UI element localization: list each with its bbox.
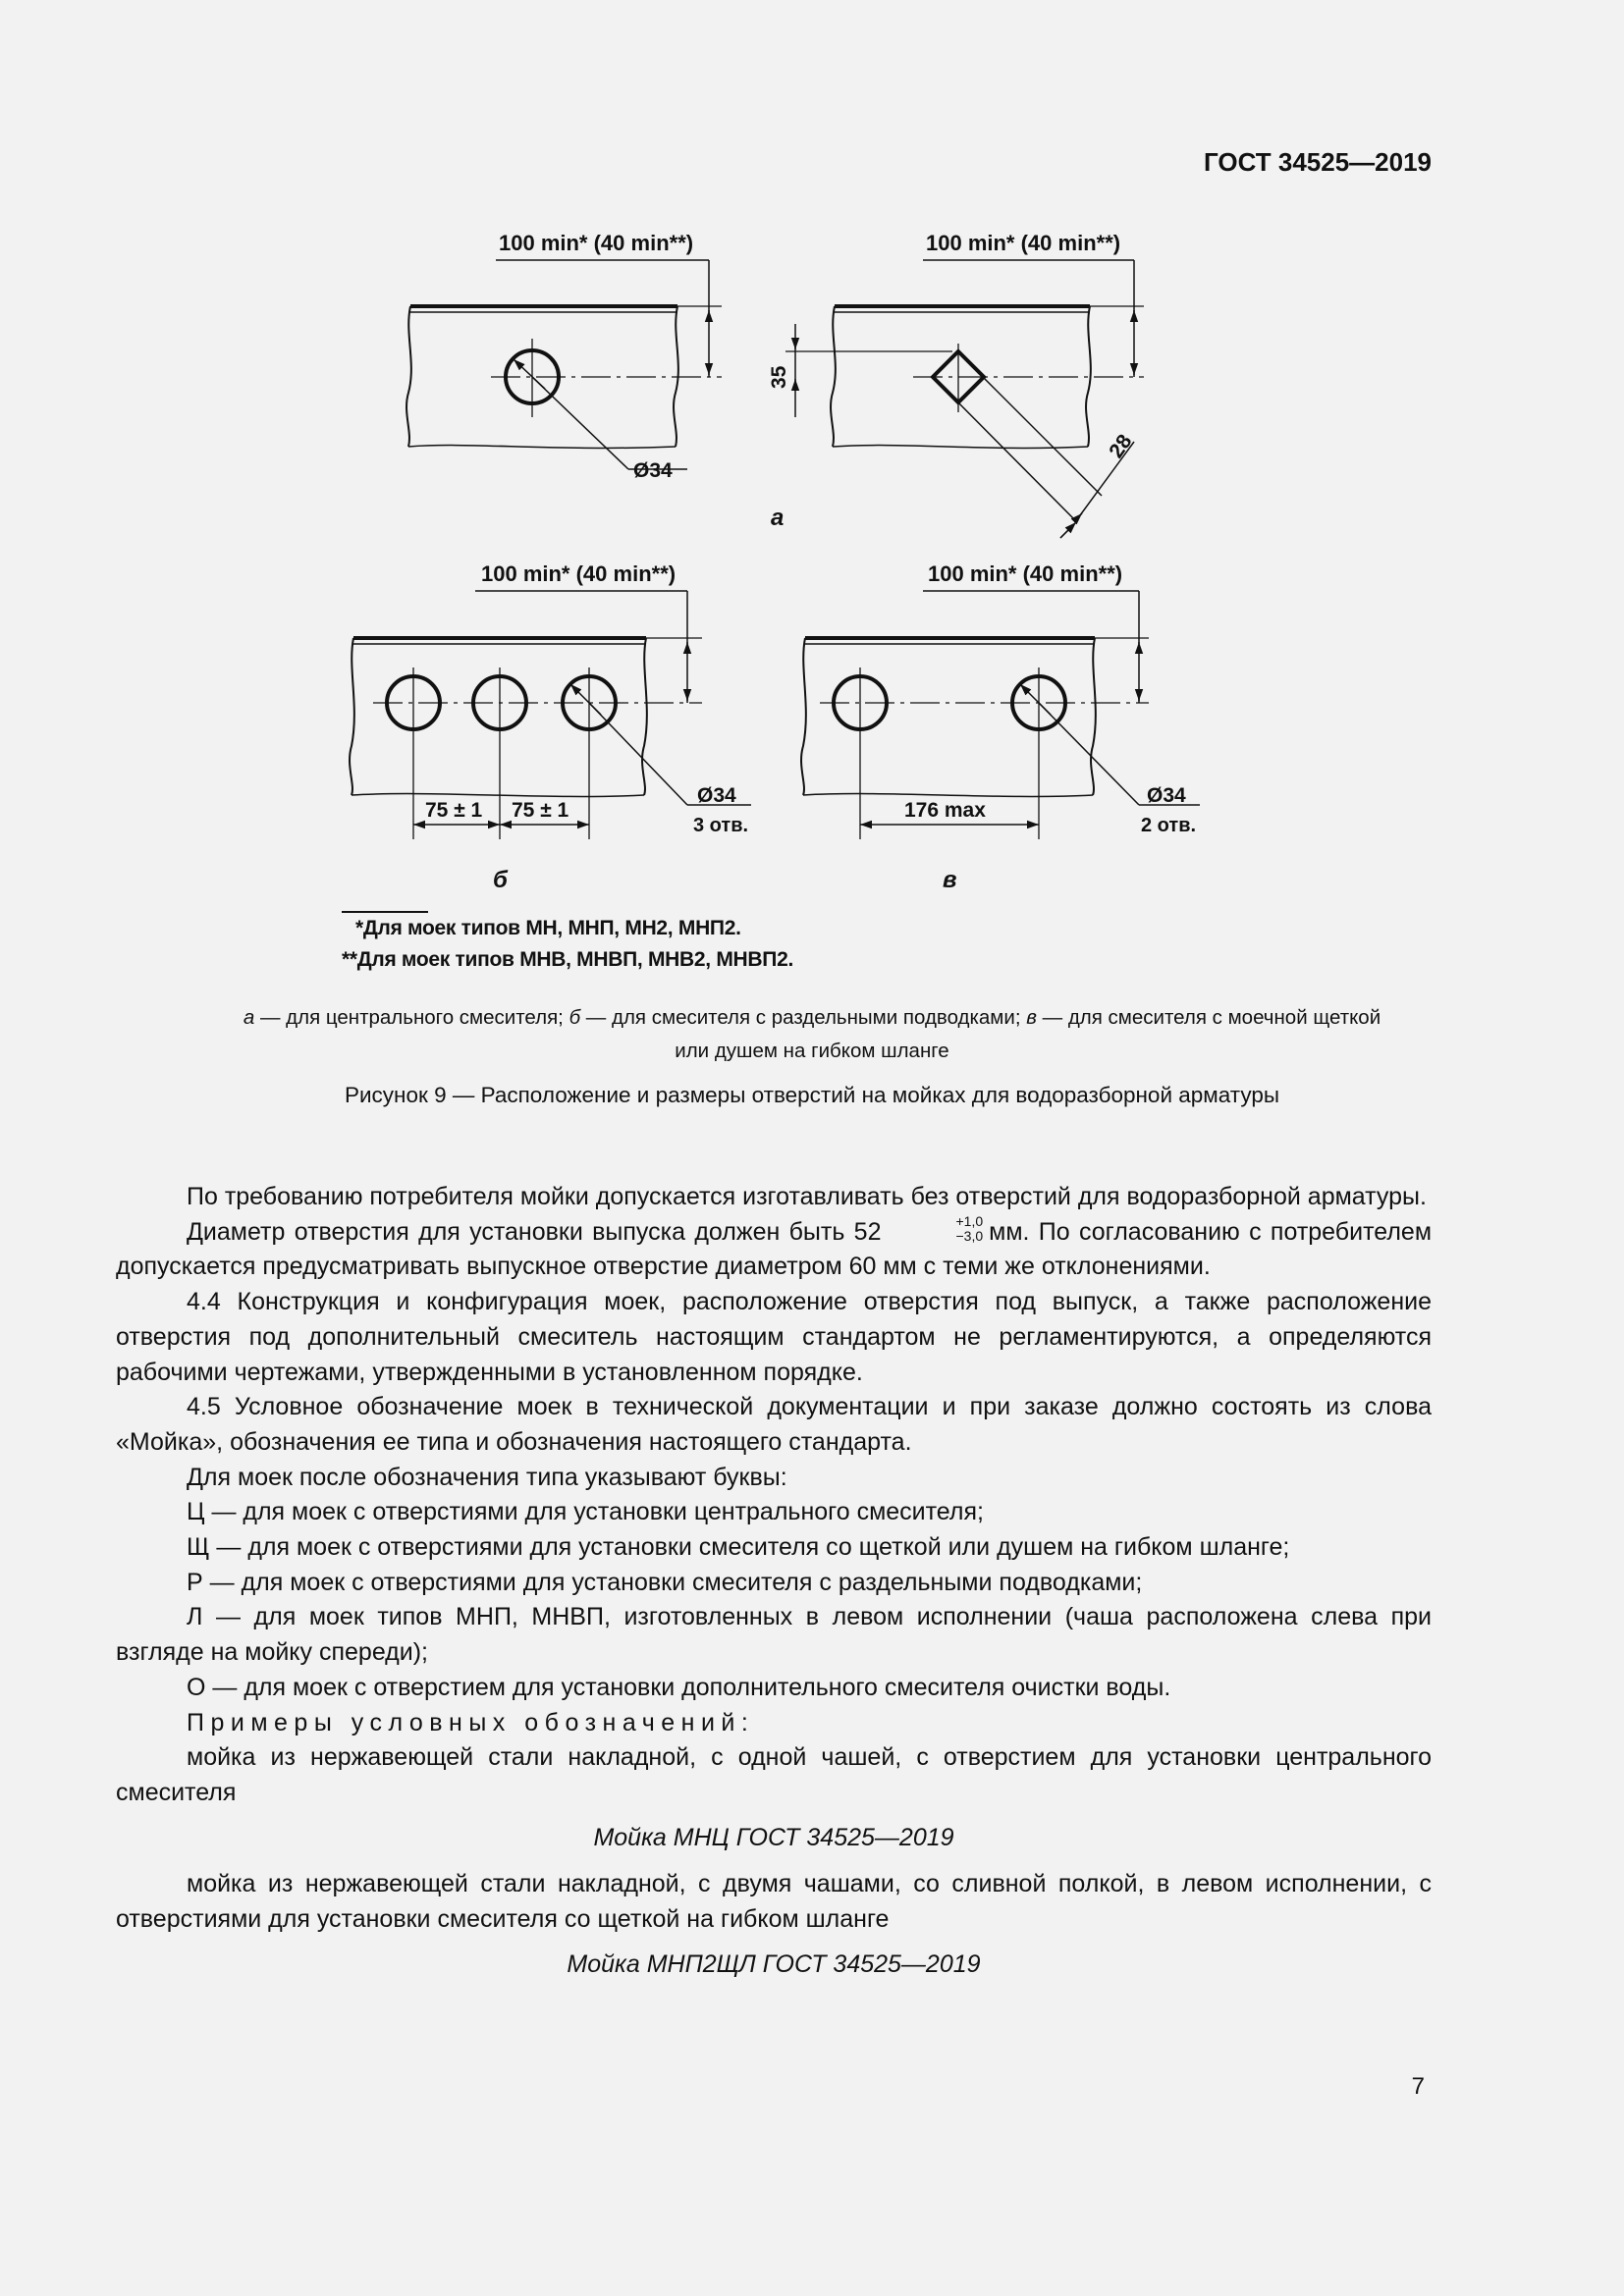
body-text [116,1180,1432,1994]
label-a: а [771,505,785,531]
example-designation: Мойка МНП2ЩЛ ГОСТ 34525—2019 [567,1949,981,1978]
list-item: Р — для моек с отверстиями для установки смесителя с раздельными подводками; [187,1568,1143,1596]
dim-35: 35 [768,365,790,389]
paragraph-tolerance: Диаметр отверстия для установки выпуска должен быть 52 +1,0 −3,0 мм. По согласованию с потребителем допускается предусматривать выпускное отверстие диаметром 60 мм с теми же отклонениями. [116,1213,1433,1281]
label-v: в [943,867,957,893]
dim-top-b: 100 min* (40 min**) [481,561,677,586]
figure-a-left-view [406,260,722,469]
paragraph: мойка из нержавеющей стали накладной, с двумя чашами, со сливной полкой, в левом исполнении, с отверстиями для установки смесителя со щеткой на гибком шланге [116,1870,1432,1934]
holes-count-b: 3 отв. [693,815,749,836]
diameter-b: Ø34 [697,784,736,807]
dim-28: 28 [1105,430,1137,462]
list-item: Л — для моек типов МНП, МНВП, изготовленных в левом исполнении (чаша расположена слева при взгляде на мойку спереди); [116,1603,1432,1667]
spacing-1: 75 ± 1 [425,799,483,822]
diameter-a-left: Ø34 [633,459,673,482]
dim-top-v: 100 min* (40 min**) [928,561,1123,586]
paragraph: 4.4 Конструкция и конфигурация моек, расположение отверстия под выпуск, а также расположение отверстия под дополнительный смеситель настоящим стандартом не регламентируются, а определяются рабочими чертежами, утвержденными в установленном порядке. [116,1288,1432,1386]
tolerance-value: +1,0 −3,0 [955,1213,984,1245]
page-number: 7 [1411,2073,1425,2100]
figure-9-drawing [0,0,1624,942]
examples-heading: Примеры условных обозначений: [187,1708,755,1736]
spacing-2: 75 ± 1 [512,799,569,822]
dim-top-a-right: 100 min* (40 min**) [926,231,1121,255]
list-item: Ц — для моек с отверстиями для установки центрального смесителя; [187,1498,984,1526]
footnote-1: *Для моек типов МН, МНП, МН2, МНП2. [355,917,741,939]
label-b: б [493,867,508,893]
max-distance: 176 max [904,799,986,822]
footnote-rule [342,911,428,913]
diameter-v: Ø34 [1147,784,1186,807]
figure-caption: Рисунок 9 — Расположение и размеры отверстий на мойках для водоразборной арматуры [344,1083,1280,1107]
figure-legend: а — для центрального смесителя; б — для смесителя с раздельными подводками; в — для смесителя с моечной щеткой или душем на гибком шланге [243,1006,1381,1062]
paragraph: Для моек после обозначения типа указывают буквы: [187,1463,787,1491]
list-item: О — для моек с отверстием для установки дополнительного смесителя очистки воды. [187,1673,1171,1701]
paragraph: мойка из нержавеющей стали накладной, с одной чашей, с отверстием для установки центрального смесителя [116,1743,1432,1806]
dim-top-a-left: 100 min* (40 min**) [499,231,694,255]
footnote-2: **Для моек типов МНВ, МНВП, МНВ2, МНВП2. [342,948,793,971]
paragraph: 4.5 Условное обозначение моек в технической документации и при заказе должно состоять из слова «Мойка», обозначения ее типа и обозначения настоящего стандарта. [116,1393,1432,1456]
holes-count-v: 2 отв. [1141,815,1197,836]
list-item: Щ — для моек с отверстиями для установки смесителя со щеткой или душем на гибком шланге; [187,1533,1290,1562]
figure-a-right-view [785,260,1144,538]
example-designation: Мойка МНЦ ГОСТ 34525—2019 [593,1823,954,1851]
paragraph: По требованию потребителя мойки допускается изготавливать без отверстий для водоразборной арматуры. [187,1183,1427,1210]
figure-v-view [801,591,1200,839]
document-header: ГОСТ 34525—2019 [1204,147,1432,177]
